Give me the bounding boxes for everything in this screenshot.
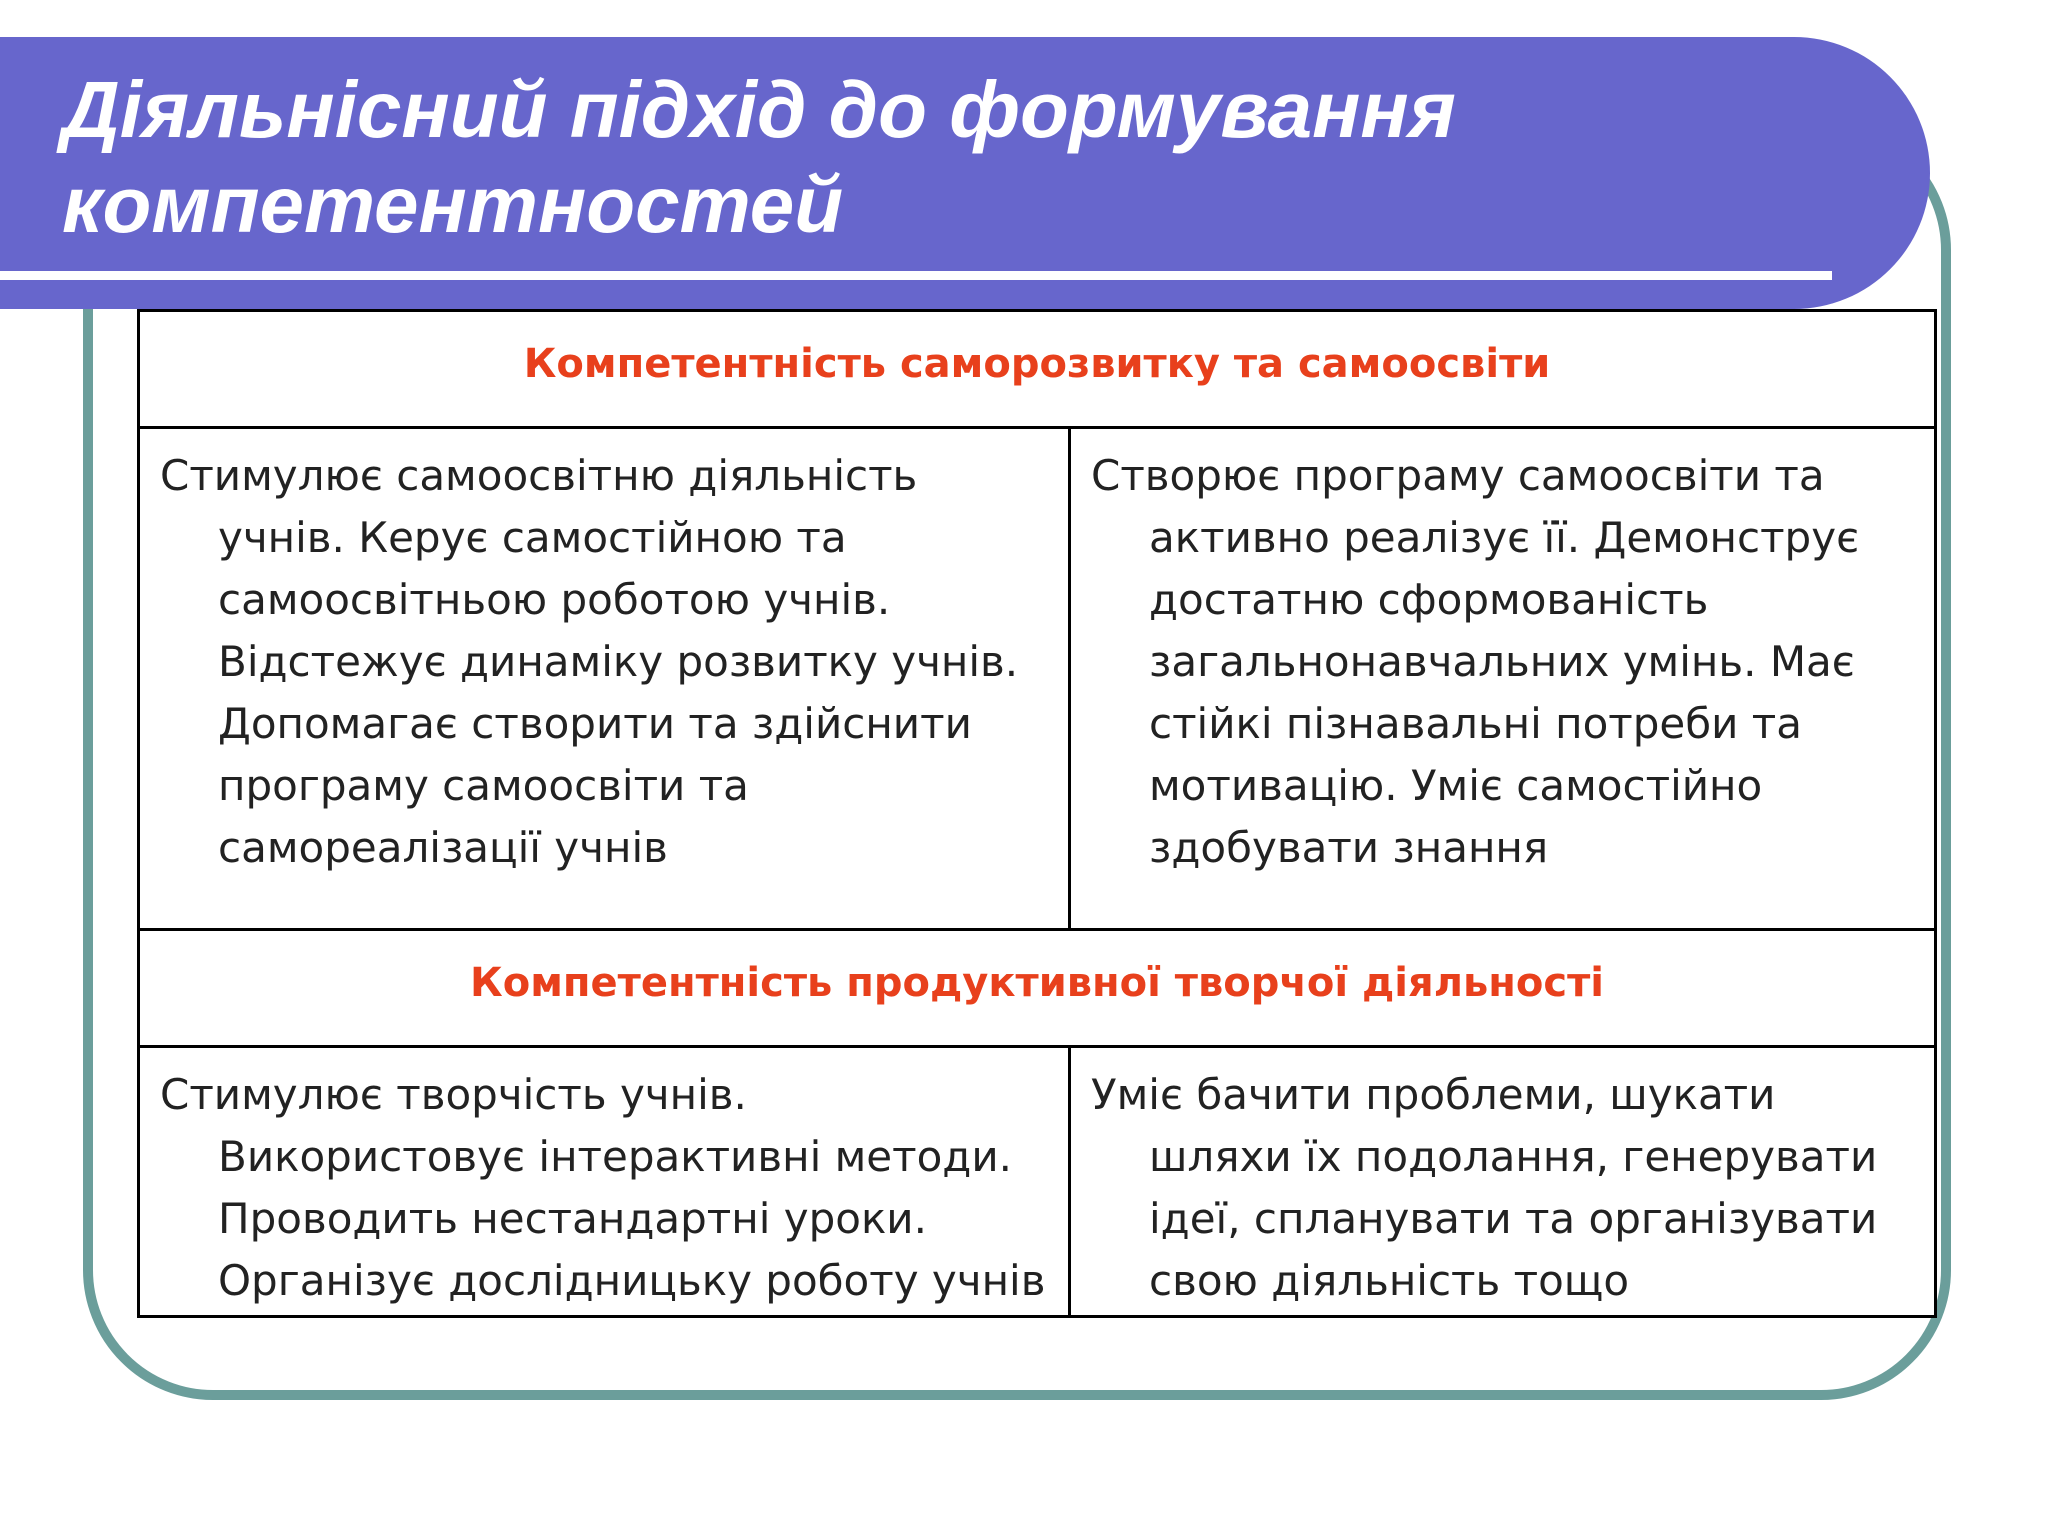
section-heading-creative-activity: Компетентність продуктивної творчої діяльності <box>139 930 1936 1047</box>
competence-table <box>137 309 1937 1318</box>
table-row <box>139 311 1936 428</box>
title-divider <box>0 271 1832 280</box>
teacher-actions-cell: Стимулює самоосвітню діяльність учнів. Керує самостійною та самоосвітньою роботою учнів. Відстежує динаміку розвитку учнів. Допомагає створити та здійснити програму самоосвіти та самореалізації учнів <box>139 428 1070 930</box>
table-row <box>139 428 1936 930</box>
table-row <box>139 930 1936 1047</box>
student-outcomes-cell: Створює програму самоосвіти та активно реалізує її. Демонструє достатню сформованість загальнонавчальних умінь. Має стійкі пізнавальні потреби та мотивацію. Уміє самостійно здобувати знання <box>1070 428 1936 930</box>
section-heading-self-development: Компетентність саморозвитку та самоосвіти <box>139 311 1936 428</box>
table-row <box>139 1047 1936 1317</box>
student-outcomes-cell: Уміє бачити проблеми, шукати шляхи їх подолання, генерувати ідеї, спланувати та організувати свою діяльність тощо <box>1070 1047 1936 1317</box>
teacher-actions-cell: Стимулює творчість учнів. Використовує інтерактивні методи. Проводить нестандартні уроки. Організує дослідницьку роботу учнів <box>139 1047 1070 1317</box>
slide-title: Діяльнісний підхід до формування компетентностей <box>62 65 1456 249</box>
